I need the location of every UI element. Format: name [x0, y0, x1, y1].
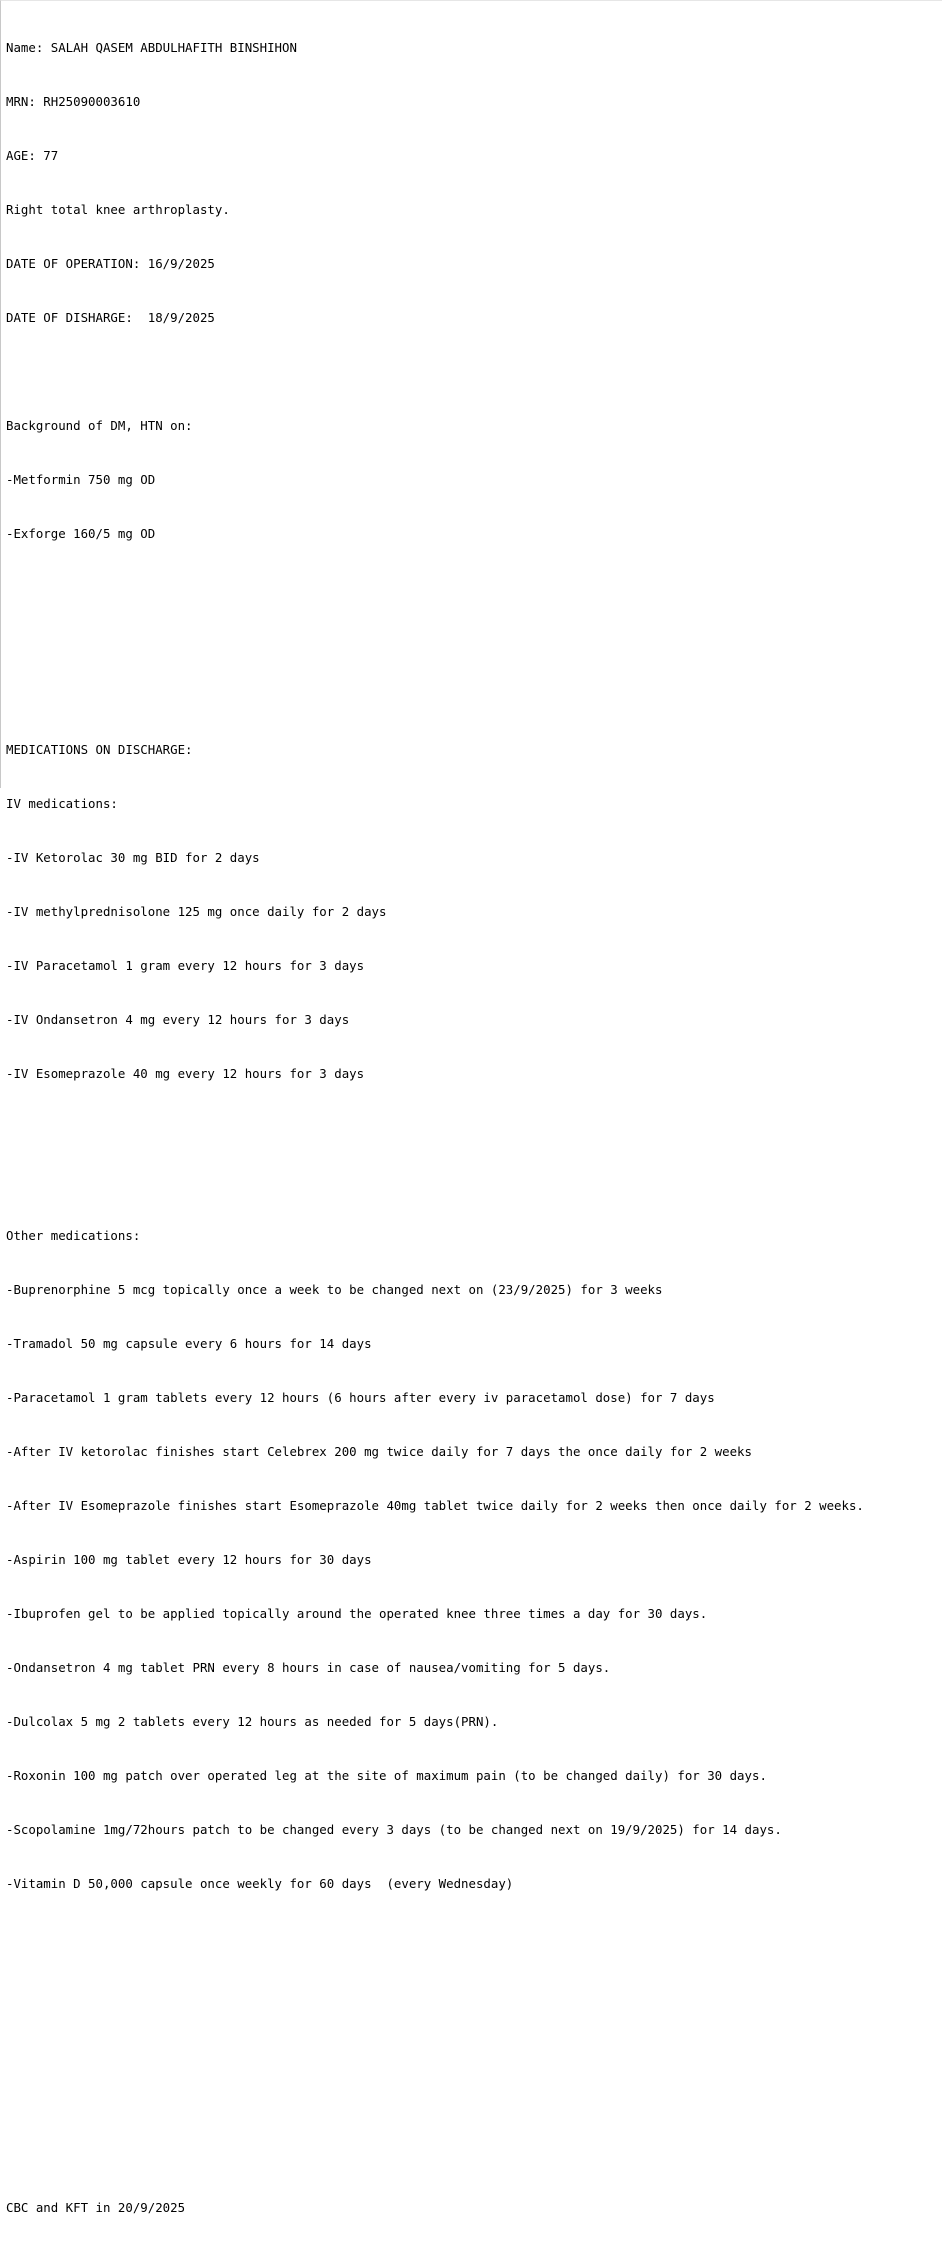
blank-line: [6, 1983, 942, 2001]
blank-line: [6, 1929, 942, 1947]
patient-name-line: Name: SALAH QASEM ABDULHAFITH BINSHIHON: [6, 40, 297, 55]
home-medication-line: -Metformin 750 mg OD: [6, 472, 156, 487]
other-medication-line: -Dulcolax 5 mg 2 tablets every 12 hours as needed for 5 days(PRN).: [6, 1714, 499, 1729]
age-line: AGE: 77: [6, 148, 59, 163]
document-text[interactable]: [6, 3, 942, 2253]
mrn-line: MRN: RH25090003610: [6, 94, 141, 109]
other-medication-line: -After IV Esomeprazole finishes start Esomeprazole 40mg tablet twice daily for 2 weeks then once daily for 2 weeks.: [6, 1498, 864, 1513]
other-medication-line: -Roxonin 100 mg patch over operated leg at the site of maximum pain (to be changed daily) for 30 days.: [6, 1768, 767, 1783]
other-medication-line: -Tramadol 50 mg capsule every 6 hours for 14 days: [6, 1336, 372, 1351]
blank-line: [6, 2037, 942, 2055]
blank-line: [6, 687, 942, 705]
iv-medication-line: -IV methylprednisolone 125 mg once daily for 2 days: [6, 904, 387, 919]
iv-medication-line: -IV Esomeprazole 40 mg every 12 hours for 3 days: [6, 1066, 365, 1081]
other-medication-line: -Ibuprofen gel to be applied topically around the operated knee three times a day for 30 days.: [6, 1606, 708, 1621]
lab-followup-line: CBC and KFT in 20/9/2025: [6, 2200, 186, 2215]
discharge-date-line: DATE OF DISHARGE: 18/9/2025: [6, 310, 215, 325]
iv-medication-line: -IV Paracetamol 1 gram every 12 hours for 3 days: [6, 958, 365, 973]
blank-line: [6, 2091, 942, 2109]
iv-medication-line: -IV Ondansetron 4 mg every 12 hours for 3 days: [6, 1012, 350, 1027]
blank-line: [6, 1119, 942, 1137]
blank-line: [6, 633, 942, 651]
procedure-line: Right total knee arthroplasty.: [6, 202, 230, 217]
other-medication-line: -Ondansetron 4 mg tablet PRN every 8 hours in case of nausea/vomiting for 5 days.: [6, 1660, 611, 1675]
blank-line: [6, 363, 942, 381]
blank-line: [6, 579, 942, 597]
other-medication-line: -Scopolamine 1mg/72hours patch to be changed every 3 days (to be changed next on 19/9/2025) for 14 days.: [6, 1822, 782, 1837]
discharge-medications-heading: MEDICATIONS ON DISCHARGE:: [6, 742, 193, 757]
background-heading: Background of DM, HTN on:: [6, 418, 193, 433]
other-medication-line: -Paracetamol 1 gram tablets every 12 hours (6 hours after every iv paracetamol dose) for 7 days: [6, 1390, 715, 1405]
iv-medication-line: -IV Ketorolac 30 mg BID for 2 days: [6, 850, 260, 865]
other-medication-line: -Aspirin 100 mg tablet every 12 hours for 30 days: [6, 1552, 372, 1567]
blank-line: [6, 1173, 942, 1191]
home-medication-line: -Exforge 160/5 mg OD: [6, 526, 156, 541]
other-medication-line: -Vitamin D 50,000 capsule once weekly for 60 days (every Wednesday): [6, 1876, 514, 1891]
blank-line: [6, 2145, 942, 2163]
other-medication-line: -Buprenorphine 5 mcg topically once a week to be changed next on (23/9/2025) for 3 weeks: [6, 1282, 663, 1297]
operation-date-line: DATE OF OPERATION: 16/9/2025: [6, 256, 215, 271]
iv-medications-heading: IV medications:: [6, 796, 118, 811]
other-medication-line: -After IV ketorolac finishes start Celebrex 200 mg twice daily for 7 days the once daily for 2 weeks: [6, 1444, 752, 1459]
other-medications-heading: Other medications:: [6, 1228, 141, 1243]
